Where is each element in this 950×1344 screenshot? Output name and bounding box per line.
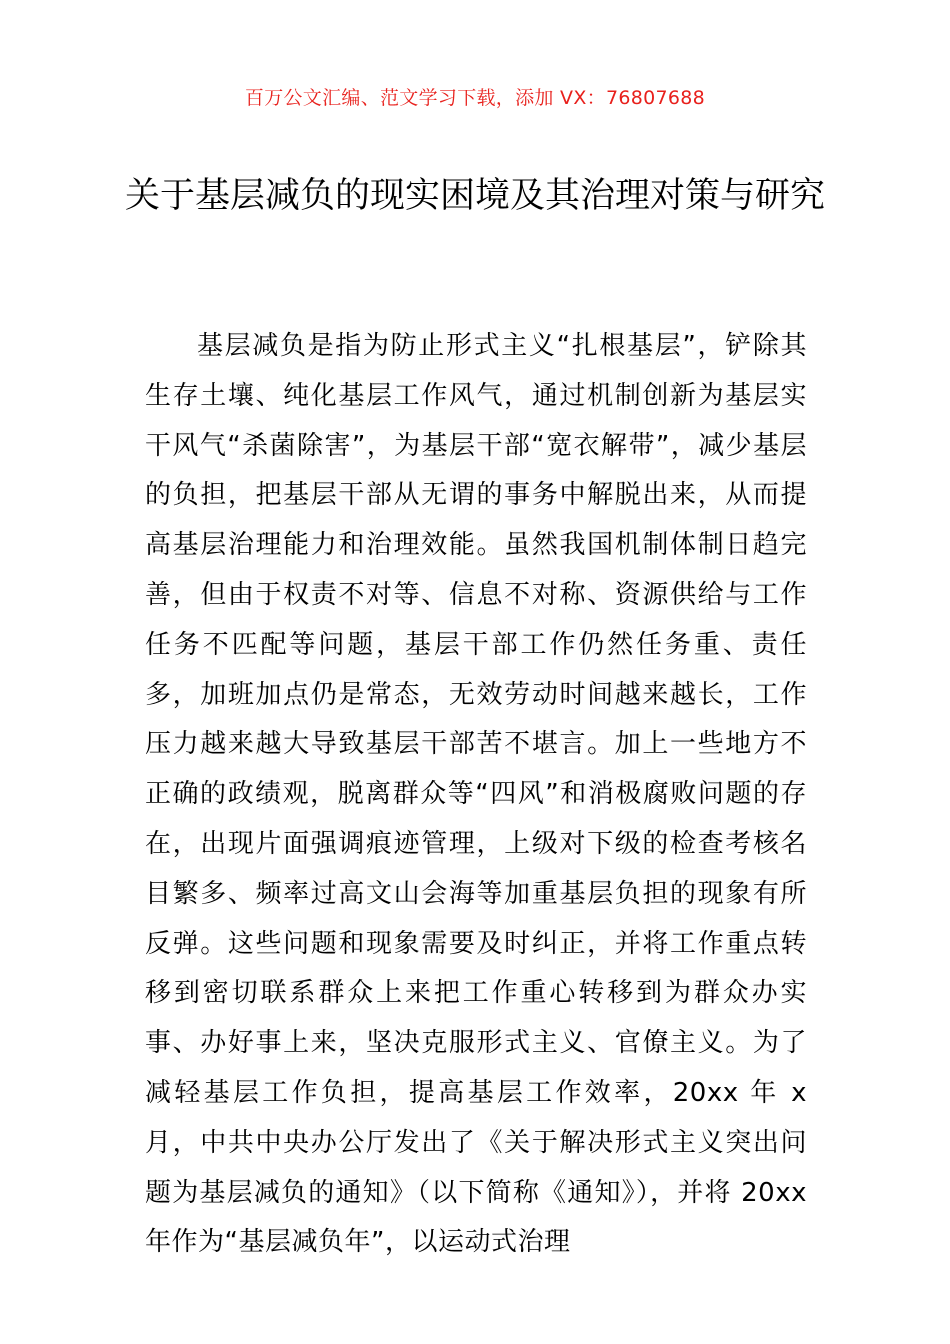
header-note: 百万公文汇编、范文学习下载，添加 VX：76807688 bbox=[244, 87, 706, 109]
body-paragraph: 基层减负是指为防止形式主义“扎根基层”，铲除其生存土壤、纯化基层工作风气，通过机制创新为基层实干风气“杀菌除害”，为基层干部“宽衣解带”，减少基层的负担，把基层干部从无谓的事务中解脱出来，从而提高基层治理能力和治理效能。虽然我国机制体制日趋完善，但由于权责不对等、信息不对称、资源供给与工作任务不匹配等问题，基层干部工作仍然任务重、责任多，加班加点仍是常态，无效劳动时间越来越长，工作压力越来越大导致基层干部苦不堪言。加上一些地方不正确的政绩观，脱离群众等“四风”和消极腐败问题的存在，出现片面强调痕迹管理，上级对下级的检查考核名目繁多、频率过高文山会海等加重基层负担的现象有所反弹。这些问题和现象需要及时纠正，并将工作重点转移到密切联系群众上来把工作重心转移到为群众办实事、办好事上来，坚决克服形式主义、官僚主义。为了减轻基层工作负担，提高基层工作效率，20xx 年 x 月，中共中央办公厅发出了《关于解决形式主义突出问题为基层减负的通知》（以下简称《通知》），并将 20xx 年作为“基层减负年”，以运动式治理 bbox=[145, 331, 807, 1258]
document-title: 关于基层减负的现实困境及其治理对策与研究 bbox=[124, 176, 825, 216]
